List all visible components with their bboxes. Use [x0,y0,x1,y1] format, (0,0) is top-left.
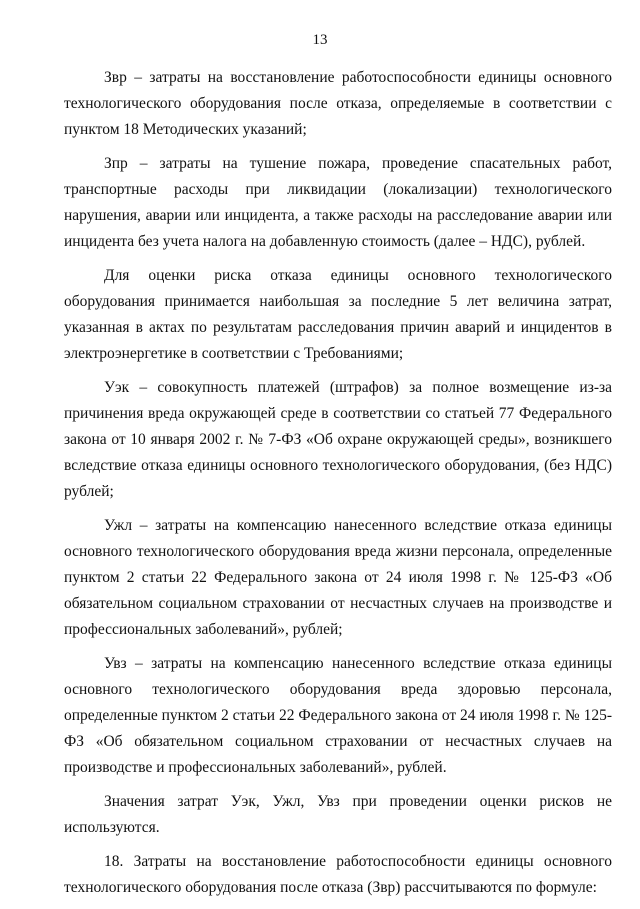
paragraph-zpr-definition: Зпр – затраты на тушение пожара, проведение спасательных работ, транспортные расходы при ликвидации (локализации) технологического нарушения, аварии или инцидента, а также расходы на расследование аварии или инцидента без учета налога на добавленную стоимость (далее – НДС), рублей. [64,155,612,250]
paragraph-uzhl-definition: Ужл – затраты на компенсацию нанесенного вследствие отказа единицы основного технологического оборудования вреда жизни персонала, определенные пунктом 2 статьи 22 Федерального закона от 24 июля 1998 г. № 125-ФЗ «Об обязательном социальном страховании от несчастных случаев на производстве и профессиональных заболеваний», рублей; [64,517,612,638]
paragraph-costs-not-used: Значения затрат Уэк, Ужл, Увз при проведении оценки рисков не используются. [64,793,612,836]
document-body [64,65,612,909]
paragraph-zvr-definition: Звр – затраты на восстановление работоспособности единицы основного технологического оборудования после отказа, определяемые в соответствии с пунктом 18 Методических указаний; [64,69,612,138]
paragraph-uvz-definition: Увз – затраты на компенсацию нанесенного вследствие отказа единицы основного технологического оборудования вреда здоровью персонала, определенные пунктом 2 статьи 22 Федерального закона от 24 июля 1998 г. № 125-ФЗ «Об обязательном социальном страховании от несчастных случаев на производстве и профессиональных заболеваний», рублей. [64,655,612,776]
paragraph-item-18: 18. Затраты на восстановление работоспособности единицы основного технологического оборудования после отказа (Звр) рассчитываются по формуле: [64,853,612,896]
page-number: 13 [312,32,328,48]
paragraph-risk-assessment-note: Для оценки риска отказа единицы основного технологического оборудования принимается наибольшая за последние 5 лет величина затрат, указанная в актах по результатам расследования причин аварий и инцидентов в электроэнергетике в соответствии с Требованиями; [64,267,612,362]
paragraph-uek-definition: Уэк – совокупность платежей (штрафов) за полное возмещение из-за причинения вреда окружающей среде в соответствии со статьей 77 Федерального закона от 10 января 2002 г. № 7-ФЗ «Об охране окружающей среды», возникшего вследствие отказа единицы основного технологического оборудования, (без НДС) рублей; [64,379,612,500]
